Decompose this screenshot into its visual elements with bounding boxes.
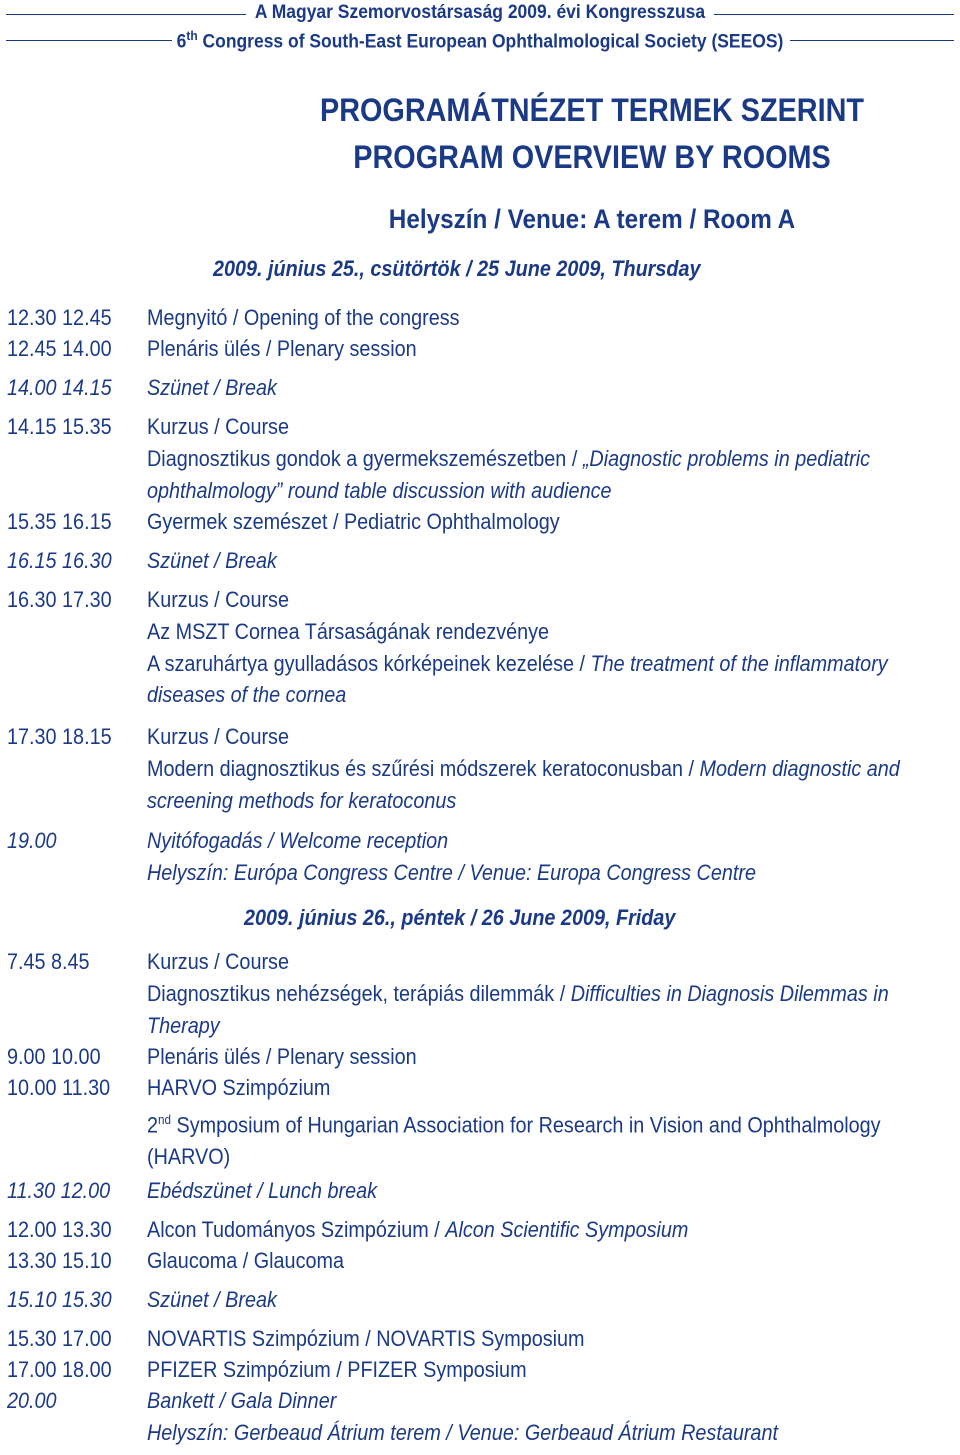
time: 16.15 16.30 xyxy=(7,548,112,573)
description: Kurzus / Course xyxy=(147,724,289,749)
time: 19.00 xyxy=(7,828,57,853)
time: 12.00 13.30 xyxy=(7,1217,112,1242)
course-detail: Diagnosztikus nehézségek, terápiás dilemmák / Difficulties in Diagnosis Dilemmas in Therapy xyxy=(147,981,889,1038)
description: Plenáris ülés / Plenary session xyxy=(147,1044,417,1069)
description: HARVO Szimpózium xyxy=(147,1075,331,1100)
time: 15.30 17.00 xyxy=(7,1326,112,1351)
description: Szünet / Break xyxy=(147,375,277,400)
description: NOVARTIS Szimpózium / NOVARTIS Symposium xyxy=(147,1326,585,1351)
day2-date: 2009. június 26., péntek / 26 June 2009, Friday xyxy=(244,905,676,930)
time: 16.30 17.30 xyxy=(7,587,112,612)
description: Kurzus / Course xyxy=(147,949,289,974)
description: Szünet / Break xyxy=(147,548,277,573)
description: Kurzus / Course xyxy=(147,587,289,612)
description: Szünet / Break xyxy=(147,1287,277,1312)
page-title-hu: PROGRAMÁTNÉZET TERMEK SZERINT xyxy=(320,92,864,128)
header-seeos-congress: 6th Congress of South-East European Ophthalmological Society (SEEOS) xyxy=(176,28,784,53)
description: Alcon Tudományos Szimpózium / Alcon Scientific Symposium xyxy=(147,1217,689,1242)
time: 20.00 xyxy=(7,1388,57,1413)
time: 17.30 18.15 xyxy=(7,724,112,749)
description: Bankett / Gala Dinner xyxy=(147,1388,337,1413)
time: 13.30 15.10 xyxy=(7,1248,112,1273)
description: Kurzus / Course xyxy=(147,414,289,439)
reception-venue: Helyszín: Európa Congress Centre / Venue: Europa Congress Centre xyxy=(147,860,756,885)
time: 10.00 11.30 xyxy=(7,1075,111,1100)
time: 12.30 12.45 xyxy=(7,305,112,330)
time: 15.10 15.30 xyxy=(7,1287,112,1312)
time: 11.30 12.00 xyxy=(7,1178,111,1203)
description: Glaucoma / Glaucoma xyxy=(147,1248,344,1273)
description: Megnyitó / Opening of the congress xyxy=(147,305,460,330)
time: 17.00 18.00 xyxy=(7,1357,112,1382)
time: 15.35 16.15 xyxy=(7,509,112,534)
description: Plenáris ülés / Plenary session xyxy=(147,336,417,361)
page-title-en: PROGRAM OVERVIEW BY ROOMS xyxy=(353,139,831,175)
time: 12.45 14.00 xyxy=(7,336,112,361)
time: 14.15 15.35 xyxy=(7,414,112,439)
time: 14.00 14.15 xyxy=(7,375,112,400)
header-hungarian-congress: A Magyar Szemorvostársaság 2009. évi Kongresszusa xyxy=(254,2,706,23)
harvo-detail: 2nd Symposium of Hungarian Association for Research in Vision and Ophthalmology (HARVO) xyxy=(147,1112,881,1169)
gala-venue: Helyszín: Gerbeaud Átrium terem / Venue: Gerbeaud Átrium Restaurant xyxy=(147,1420,778,1445)
day1-date: 2009. június 25., csütörtök / 25 June 2009, Thursday xyxy=(213,256,701,281)
course-detail: Modern diagnosztikus és szűrési módszerek keratoconusban / Modern diagnostic and screening methods for keratoconus xyxy=(147,756,900,813)
description: Nyitófogadás / Welcome reception xyxy=(147,828,449,853)
course-detail: Diagnosztikus gondok a gyermekszemészetben / „Diagnostic problems in pediatric ophthalmology” round table discussion with audience xyxy=(147,446,871,503)
time: 9.00 10.00 xyxy=(7,1044,101,1069)
description: PFIZER Szimpózium / PFIZER Symposium xyxy=(147,1357,527,1382)
venue-heading: Helyszín / Venue: A terem / Room A xyxy=(388,204,796,234)
time: 7.45 8.45 xyxy=(7,949,90,974)
description: Ebédszünet / Lunch break xyxy=(147,1178,378,1203)
description: Gyermek szemészet / Pediatric Ophthalmology xyxy=(147,509,560,534)
course-detail: Az MSZT Cornea Társaságának rendezvénye A szaruhártya gyulladásos kórképeinek kezelése / The treatment of the inflammatory diseases of the cornea xyxy=(147,619,888,707)
